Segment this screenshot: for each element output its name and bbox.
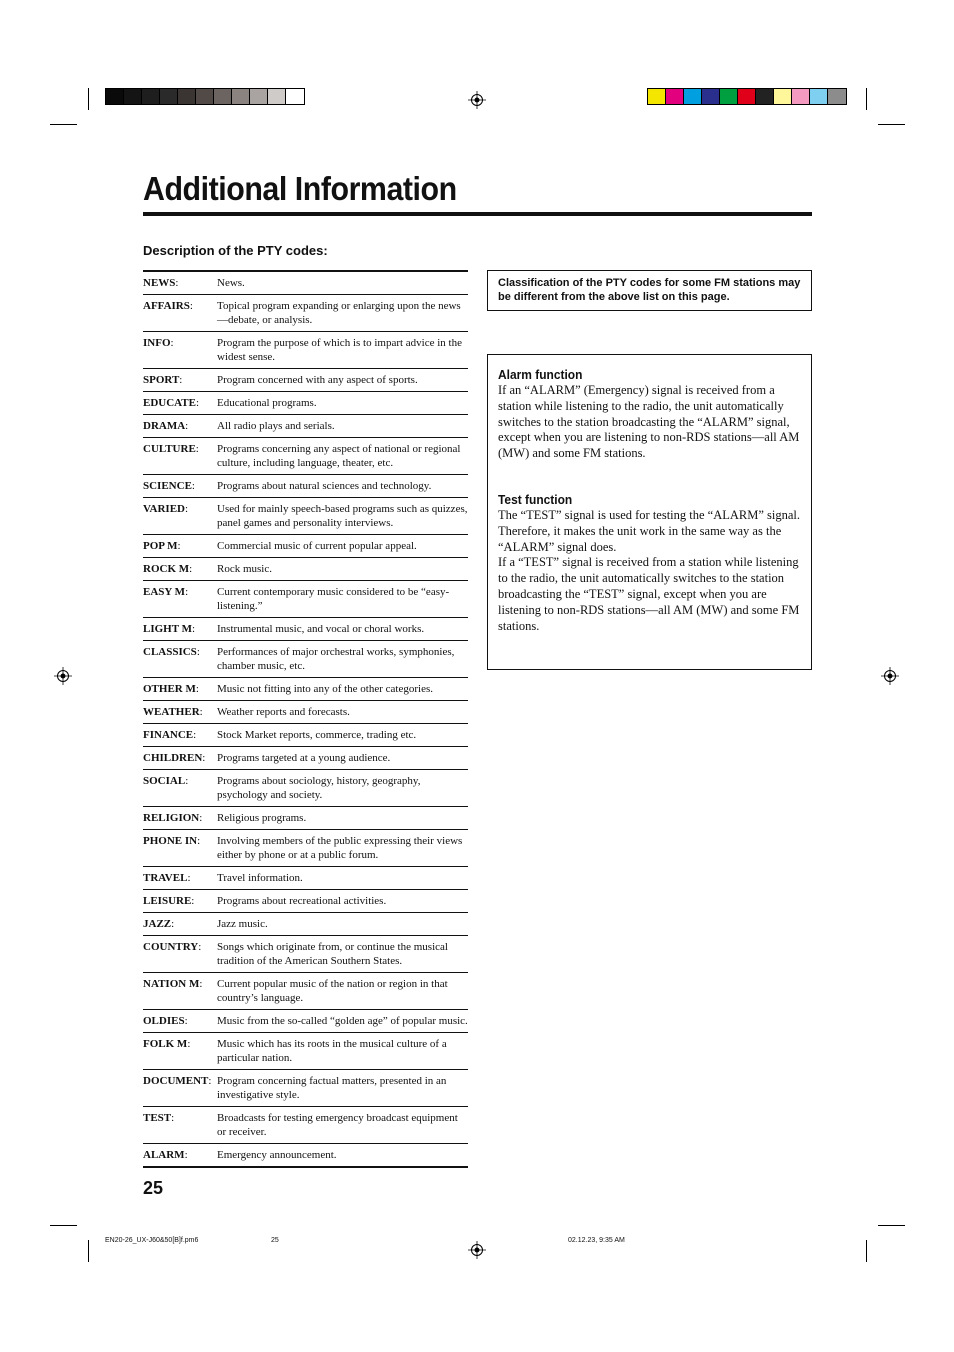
pty-description: Jazz music. (217, 918, 268, 930)
page-number: 25 (143, 1178, 164, 1198)
pty-code: RELIGION: (143, 812, 203, 824)
pty-code-label: CULTURE (143, 443, 196, 455)
color-swatch (142, 89, 160, 104)
pty-description: Emergency announcement. (217, 1149, 337, 1161)
pty-row (143, 272, 468, 295)
pty-row (143, 498, 468, 535)
color-swatch (774, 89, 792, 104)
pty-code: INFO: (143, 337, 174, 349)
pty-code-label: SCIENCE (143, 480, 192, 492)
pty-code-label: DOCUMENT (143, 1075, 209, 1087)
color-swatch (268, 89, 286, 104)
pty-description: News. (217, 277, 245, 289)
footer-timestamp: 02.12.23, 9:35 AM (568, 1237, 625, 1244)
footer-filename: EN20-26_UX-J60&50[B]f.pm6 (105, 1237, 199, 1244)
color-swatch (160, 89, 178, 104)
pty-code-label: TRAVEL (143, 872, 188, 884)
pty-description: Programs about natural sciences and technology. (217, 480, 432, 492)
pty-code: COUNTRY: (143, 941, 202, 953)
pty-code-label: EASY M (143, 586, 186, 598)
pty-code: NATION M: (143, 978, 203, 990)
registration-mark-icon (54, 667, 72, 685)
pty-description: Music from the so-called “golden age” of popular music. (217, 1015, 468, 1027)
pty-code-label: SOCIAL (143, 775, 186, 787)
pty-code-label: RELIGION (143, 812, 200, 824)
pty-row (143, 913, 468, 936)
crop-mark (50, 124, 77, 125)
pty-description: Broadcasts for testing emergency broadcast equipment or receiver. (217, 1112, 458, 1138)
pty-code: DOCUMENT: (143, 1075, 212, 1087)
pty-description: Involving members of the public expressing their views either by phone or at a public forum. (217, 835, 463, 861)
pty-row (143, 770, 468, 807)
pty-description: Instrumental music, and vocal or choral works. (217, 623, 425, 635)
pty-description: Educational programs. (217, 397, 317, 409)
pty-code: SCIENCE: (143, 480, 195, 492)
pty-row (143, 724, 468, 747)
pty-code-label: COUNTRY (143, 941, 199, 953)
pty-code: POP M: (143, 540, 181, 552)
pty-description: Performances of major orchestral works, symphonies, chamber music, etc. (217, 646, 455, 672)
registration-mark-icon (468, 1241, 486, 1259)
pty-description: Topical program expanding or enlarging upon the news—debate, or analysis. (217, 300, 461, 326)
pty-code-label: JAZZ (143, 918, 172, 930)
crop-mark (88, 1240, 89, 1262)
pty-description: Religious programs. (217, 812, 307, 824)
pty-row (143, 1107, 468, 1144)
pty-code: FINANCE: (143, 729, 197, 741)
alarm-body: If an “ALARM” (Emergency) signal is received from a station while listening to the radio, the unit automatically switches to the station broadcasting the “ALARM” signal, except when you are listening to non-RDS stations—all AM (MW) and some FM stations. (498, 383, 800, 461)
pty-code-label: EDUCATE (143, 397, 196, 409)
pty-code-label: WEATHER (143, 706, 200, 718)
pty-code-label: CHILDREN (143, 752, 203, 764)
pty-description: Program concerned with any aspect of sports. (217, 374, 418, 386)
color-swatch (648, 89, 666, 104)
test-heading: Test function (498, 491, 573, 507)
pty-code-label: OTHER M (143, 683, 196, 695)
pty-description: Program the purpose of which is to impart advice in the widest sense. (217, 337, 462, 363)
pty-description: Current popular music of the nation or region in that country’s language. (217, 978, 448, 1004)
color-swatch (756, 89, 774, 104)
pty-description: Stock Market reports, commerce, trading etc. (217, 729, 417, 741)
pty-row (143, 1010, 468, 1033)
pty-code: LEISURE: (143, 895, 195, 907)
color-swatch (178, 89, 196, 104)
pty-description: Programs about recreational activities. (217, 895, 387, 907)
pty-code: ROCK M: (143, 563, 193, 575)
pty-row (143, 747, 468, 770)
pty-row (143, 618, 468, 641)
pty-description: Music which has its roots in the musical culture of a particular nation. (217, 1038, 447, 1064)
pty-description: Program concerning factual matters, presented in an investigative style. (217, 1075, 447, 1101)
pty-row (143, 295, 468, 332)
color-swatch (702, 89, 720, 104)
pty-row (143, 1070, 468, 1107)
pty-code-label: SPORT (143, 374, 180, 386)
pty-code-label: INFO (143, 337, 171, 349)
registration-mark-icon (881, 667, 899, 685)
pty-code: FOLK M: (143, 1038, 191, 1050)
color-swatch (250, 89, 268, 104)
pty-code: NEWS: (143, 277, 179, 289)
pty-code-label: FOLK M (143, 1038, 188, 1050)
pty-row (143, 1033, 468, 1070)
crop-mark (878, 124, 905, 125)
pty-code: JAZZ: (143, 918, 175, 930)
test-paragraph-1: The “TEST” signal is used for testing the “ALARM” signal. (498, 507, 801, 522)
pty-code: OLDIES: (143, 1015, 188, 1027)
color-swatch (684, 89, 702, 104)
section-subtitle: Description of the PTY codes: (143, 243, 328, 258)
color-swatch (720, 89, 738, 104)
pty-code: AFFAIRS: (143, 300, 193, 312)
pty-row (143, 867, 468, 890)
color-swatch (738, 89, 756, 104)
page-title: Additional Information (143, 170, 457, 207)
pty-row (143, 1144, 468, 1168)
pty-row (143, 438, 468, 475)
pty-code: DRAMA: (143, 420, 189, 432)
color-swatch (286, 89, 304, 104)
pty-row (143, 807, 468, 830)
pty-code: CULTURE: (143, 443, 199, 455)
pty-code-label: NEWS (143, 277, 176, 289)
pty-row (143, 415, 468, 438)
pty-code: CLASSICS: (143, 646, 200, 658)
info-box (487, 354, 812, 670)
pty-code-label: LEISURE (143, 895, 192, 907)
pty-row (143, 332, 468, 369)
pty-code-label: AFFAIRS (143, 300, 190, 312)
pty-code-label: OLDIES (143, 1015, 185, 1027)
pty-row (143, 973, 468, 1010)
pty-code: LIGHT M: (143, 623, 196, 635)
crop-mark (866, 88, 867, 110)
pty-row (143, 535, 468, 558)
note-text: Classification of the PTY codes for some FM stations may be different from the above list on this page. (498, 277, 801, 303)
pty-code-label: DRAMA (143, 420, 186, 432)
color-swatch (106, 89, 124, 104)
pty-row (143, 890, 468, 913)
pty-description: All radio plays and serials. (217, 420, 335, 432)
pty-code: TEST: (143, 1112, 175, 1124)
color-calibration-bar (647, 88, 847, 105)
title-rule (143, 212, 812, 216)
crop-mark (88, 88, 89, 110)
pty-description: Music not fitting into any of the other categories. (217, 683, 433, 695)
color-swatch (810, 89, 828, 104)
pty-description: Programs concerning any aspect of national or regional culture, including language, theater, etc. (217, 443, 461, 469)
pty-code-label: TEST (143, 1112, 172, 1124)
pty-code-label: PHONE IN (143, 835, 198, 847)
pty-code-label: LIGHT M (143, 623, 193, 635)
pty-description: Current contemporary music considered to be “easy-listening.” (217, 586, 450, 612)
pty-row (143, 678, 468, 701)
pty-code: EDUCATE: (143, 397, 200, 409)
pty-row (143, 558, 468, 581)
pty-code: PHONE IN: (143, 835, 201, 847)
color-swatch (196, 89, 214, 104)
pty-code-label: VARIED (143, 503, 185, 515)
pty-code-label: NATION M (143, 978, 200, 990)
pty-code: EASY M: (143, 586, 189, 598)
pty-codes-table (143, 270, 468, 1168)
test-paragraph-3: If a “TEST” signal is received from a station while listening to the radio, the unit automatically switches to the station broadcasting the “TEST” signal, except when you are listening to non-RDS stations—all AM (MW) and some FM stations. (498, 555, 800, 633)
pty-row (143, 392, 468, 415)
pty-description: Songs which originate from, or continue the musical tradition of the American Southern States. (217, 941, 448, 967)
pty-row (143, 369, 468, 392)
grayscale-calibration-bar (105, 88, 305, 105)
color-swatch (232, 89, 250, 104)
pty-code-label: ROCK M (143, 563, 190, 575)
pty-code: CHILDREN: (143, 752, 206, 764)
pty-code: ALARM: (143, 1149, 188, 1161)
color-swatch (828, 89, 846, 104)
note-box (487, 270, 812, 311)
pty-code: WEATHER: (143, 706, 203, 718)
color-swatch (666, 89, 684, 104)
alarm-heading: Alarm function (498, 367, 583, 382)
color-swatch (792, 89, 810, 104)
pty-code-label: ALARM (143, 1149, 185, 1161)
color-swatch (214, 89, 232, 104)
pty-code-label: CLASSICS (143, 646, 197, 658)
pty-description: Weather reports and forecasts. (217, 706, 350, 718)
color-swatch (124, 89, 142, 104)
pty-code: OTHER M: (143, 683, 199, 695)
pty-description: Rock music. (217, 563, 272, 575)
pty-code-label: FINANCE (143, 729, 194, 741)
pty-row (143, 581, 468, 618)
pty-description: Commercial music of current popular appeal. (217, 540, 417, 552)
pty-code: VARIED: (143, 503, 189, 515)
pty-description: Used for mainly speech-based programs such as quizzes, panel games and personality interviews. (217, 503, 468, 529)
crop-mark (878, 1225, 905, 1226)
pty-row (143, 475, 468, 498)
pty-code: TRAVEL: (143, 872, 191, 884)
pty-code: SPORT: (143, 374, 183, 386)
pty-row (143, 641, 468, 678)
registration-mark-icon (468, 91, 486, 109)
pty-code: SOCIAL: (143, 775, 189, 787)
test-paragraph-2: Therefore, it makes the unit work in the same way as the “ALARM” signal does. (498, 523, 782, 554)
pty-description: Travel information. (217, 872, 303, 884)
crop-mark (866, 1240, 867, 1262)
pty-row (143, 701, 468, 724)
pty-code-label: POP M (143, 540, 178, 552)
pty-description: Programs about sociology, history, geography, psychology and society. (217, 775, 421, 801)
pty-row (143, 936, 468, 973)
pty-row (143, 830, 468, 867)
pty-description: Programs targeted at a young audience. (217, 752, 391, 764)
footer-page: 25 (271, 1237, 279, 1244)
crop-mark (50, 1225, 77, 1226)
